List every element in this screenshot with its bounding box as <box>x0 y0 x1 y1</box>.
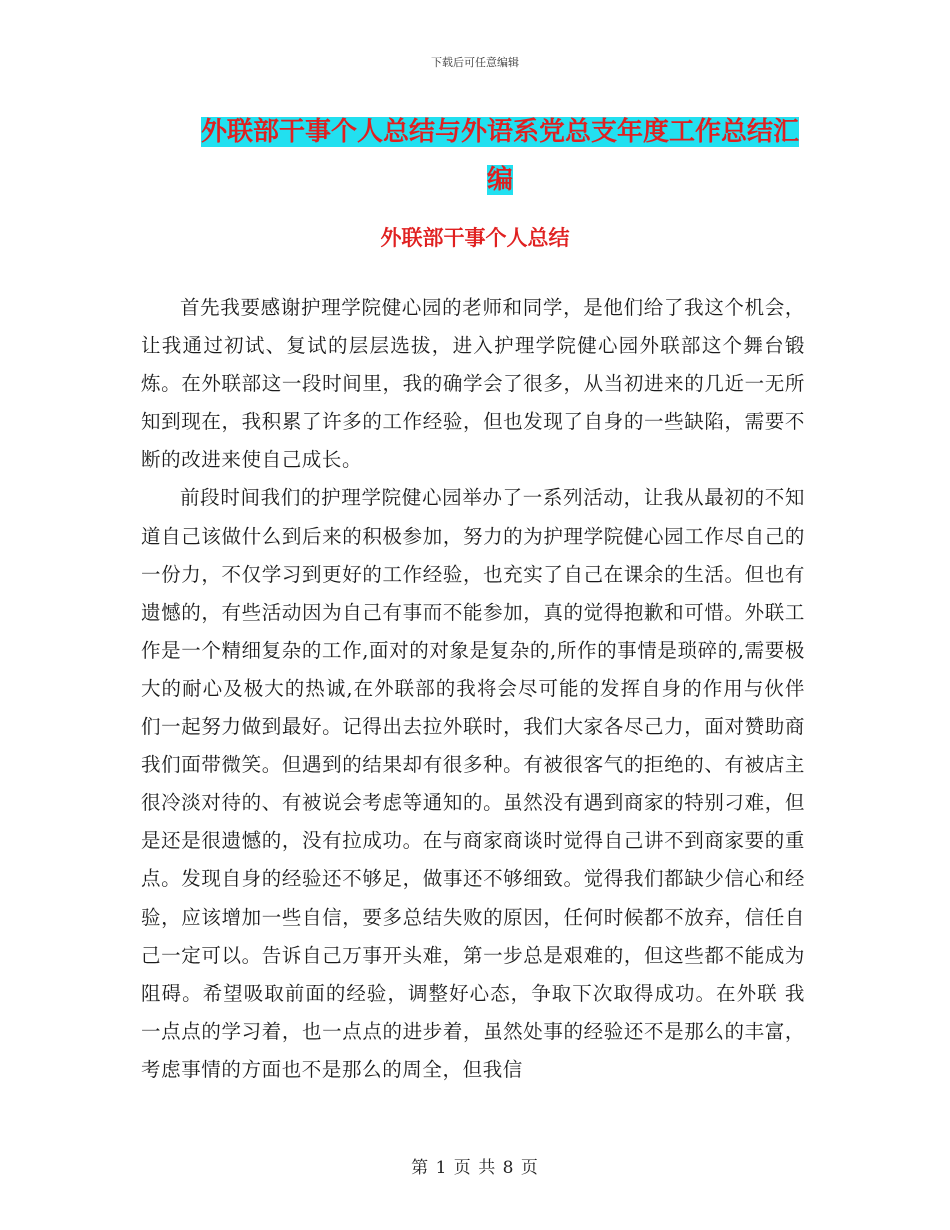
document-title-line1: 外联部干事个人总结与外语系党总支年度工作总结汇 <box>200 117 799 147</box>
body-text <box>141 289 805 1089</box>
paragraph-2: 前段时间我们的护理学院健心园举办了一系列活动，让我从最初的不知道自己该做什么到后来的积极参加，努力的为护理学院健心园工作尽自己的一份力，不仅学习到更好的工作经验，也充实了自己在课余的生活。但也有遗憾的，有些活动因为自己有事而不能参加，真的觉得抱歉和可惜。外联工作是一个精细复杂的工作,面对的对象是复杂的,所作的事情是琐碎的,需要极大的耐心及极大的热诚,在外联部的我将会尽可能的发挥自身的作用与伙伴们一起努力做到最好。记得出去拉外联时，我们大家各尽己力，面对赞助商我们面带微笑。但遇到的结果却有很多种。有被很客气的拒绝的、有被店主很冷淡对待的、有被说会考虑等通知的。虽然没有遇到商家的特别刁难，但是还是很遗憾的，没有拉成功。在与商家商谈时觉得自己讲不到商家要的重点。发现自身的经验还不够足，做事还不够细致。觉得我们都缺少信心和经验，应该增加一些自信，要多总结失败的原因，任何时候都不放弃，信任自己一定可以。告诉自己万事开头难，第一步总是艰难的，但这些都不能成为阻碍。希望吸取前面的经验，调整好心态，争取下次取得成功。在外联 我一点点的学习着，也一点点的进步着，虽然处事的经验还不是那么的丰富，考虑事情的方面也不是那么的周全，但我信 <box>141 486 805 1081</box>
document-title-line2: 编 <box>486 165 513 195</box>
page-footer: 第 1 页 共 8 页 <box>411 1158 539 1178</box>
document-title <box>190 108 810 204</box>
paragraph-1: 首先我要感谢护理学院健心园的老师和同学，是他们给了我这个机会，让我通过初试、复试的层层选拔，进入护理学院健心园外联部这个舞台锻炼。在外联部这一段时间里，我的确学会了很多，从当初进来的几近一无所知到现在，我积累了许多的工作经验，但也发现了自身的一些缺陷，需要不断的改进来使自己成长。 <box>141 296 805 472</box>
header-note: 下载后可任意编辑 <box>431 56 519 69</box>
section-title: 外联部干事个人总结 <box>380 226 570 250</box>
